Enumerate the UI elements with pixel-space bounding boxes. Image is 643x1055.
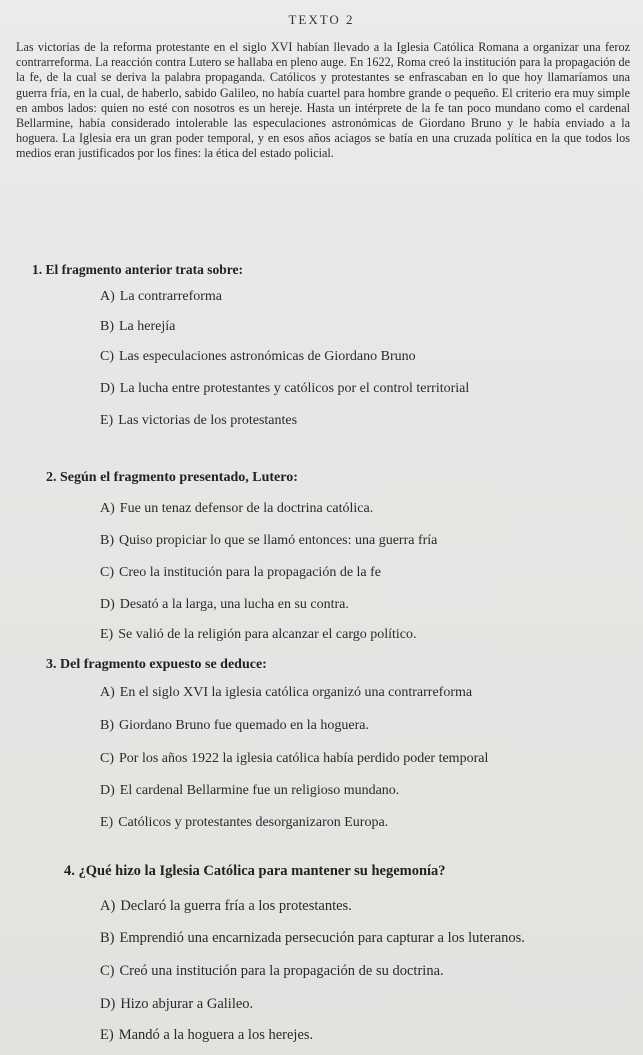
q2-option-e[interactable] xyxy=(100,627,417,643)
q3-option-b[interactable] xyxy=(100,718,369,734)
option-letter: C) xyxy=(100,963,115,979)
option-text: Las especulaciones astronómicas de Giordano Bruno xyxy=(119,349,416,364)
option-letter: C) xyxy=(100,349,114,364)
option-text: En el siglo XVI la iglesia católica organizó una contrarreforma xyxy=(119,685,473,700)
option-letter: E) xyxy=(100,815,114,830)
option-letter: B) xyxy=(100,718,114,733)
option-letter: D) xyxy=(100,996,116,1012)
option-text: Emprendió una encarnizada persecución para capturar a los luteranos. xyxy=(119,930,525,946)
option-text: Hizo abjurar a Galileo. xyxy=(120,996,254,1012)
question-4: 4. ¿Qué hizo la Iglesia Católica para mantener su hegemonía? xyxy=(64,863,446,879)
option-letter: C) xyxy=(100,751,114,766)
option-text: Se valió de la religión para alcanzar el cargo político. xyxy=(118,627,417,642)
option-text: Mandó a la hoguera a los herejes. xyxy=(118,1027,314,1043)
option-text: Católicos y protestantes desorganizaron Europa. xyxy=(118,815,389,830)
q2-option-a[interactable] xyxy=(100,501,373,517)
q4-option-b[interactable] xyxy=(100,930,525,947)
option-letter: E) xyxy=(100,1027,114,1043)
option-text: Creó una institución para la propagación de su doctrina. xyxy=(119,963,444,979)
option-letter: B) xyxy=(100,319,114,334)
q2-option-d[interactable] xyxy=(100,597,349,613)
option-letter: A) xyxy=(100,289,115,304)
option-text: Giordano Bruno fue quemado en la hoguera. xyxy=(119,718,369,733)
option-letter: A) xyxy=(100,898,116,914)
q4-option-c[interactable] xyxy=(100,963,444,980)
q1-option-e[interactable] xyxy=(100,413,297,429)
q3-option-d[interactable] xyxy=(100,783,399,799)
option-text: Fue un tenaz defensor de la doctrina católica. xyxy=(119,501,374,516)
option-text: La herejía xyxy=(119,319,176,334)
q4-option-e[interactable] xyxy=(100,1027,313,1044)
option-text: Las victorias de los protestantes xyxy=(118,413,298,428)
page-title: TEXTO 2 xyxy=(288,12,355,27)
option-letter: D) xyxy=(100,597,115,612)
q2-option-c[interactable] xyxy=(100,565,381,581)
option-text: Por los años 1922 la iglesia católica había perdido poder temporal xyxy=(119,751,489,766)
q1-option-b[interactable] xyxy=(100,319,175,335)
q3-option-c[interactable] xyxy=(100,751,488,767)
q4-option-a[interactable] xyxy=(100,898,352,915)
option-letter: D) xyxy=(100,783,115,798)
option-letter: A) xyxy=(100,501,115,516)
question-1: 1. El fragmento anterior trata sobre: xyxy=(32,262,243,277)
question-3: 3. Del fragmento expuesto se deduce: xyxy=(46,657,267,672)
q1-option-a[interactable] xyxy=(100,289,222,305)
q2-option-b[interactable] xyxy=(100,533,437,549)
q4-option-d[interactable] xyxy=(100,996,253,1013)
option-text: La lucha entre protestantes y católicos por el control territorial xyxy=(119,381,470,396)
option-letter: A) xyxy=(100,685,115,700)
reading-passage: Las victorias de la reforma protestante en el siglo XVI habían llevado a la Iglesia Católica Romana a organizar una feroz contrarreforma. La reacción contra Lutero se hallaba en pleno auge. En 1622, Roma creó la institución para la propagación de la fe, de la cual se deriva la palabra propaganda. Católicos y protestantes se enfrascaban en lo que hoy llamaríamos una guerra fría, en la cual, de haberlo, sabido Galileo, no había cuartel para hombre grande o pequeño. El criterio era muy simple en ambos lados: quien no esté con nosotros es un hereje. Hasta un intérprete de la fe tan poco mundano como el cardenal Bellarmine, había considerado intolerable las especulaciones astronómicas de Giordano Bruno y le había enviado a la hoguera. La Iglesia era un gran poder temporal, y en esos años aciagos se batía en una cruzada política en la que todos los medios eran justificados por los fines: la ética del estado policial. xyxy=(16,40,630,161)
option-text: Quiso propiciar lo que se llamó entonces: una guerra fría xyxy=(119,533,438,548)
question-2: 2. Según el fragmento presentado, Lutero: xyxy=(46,470,298,485)
option-letter: D) xyxy=(100,381,115,396)
option-letter: B) xyxy=(100,930,115,946)
option-letter: E) xyxy=(100,627,114,642)
option-text: Declaró la guerra fría a los protestantes. xyxy=(120,898,352,914)
option-letter: C) xyxy=(100,565,114,580)
option-text: La contrarreforma xyxy=(119,289,222,304)
q1-option-c[interactable] xyxy=(100,349,416,365)
option-text: Creo la institución para la propagación de la fe xyxy=(119,565,382,580)
q1-option-d[interactable] xyxy=(100,381,469,397)
q3-option-e[interactable] xyxy=(100,815,388,831)
option-letter: B) xyxy=(100,533,114,548)
option-letter: E) xyxy=(100,413,114,428)
q3-option-a[interactable] xyxy=(100,685,472,701)
option-text: Desató a la larga, una lucha en su contra. xyxy=(119,597,349,612)
option-text: El cardenal Bellarmine fue un religioso mundano. xyxy=(119,783,400,798)
